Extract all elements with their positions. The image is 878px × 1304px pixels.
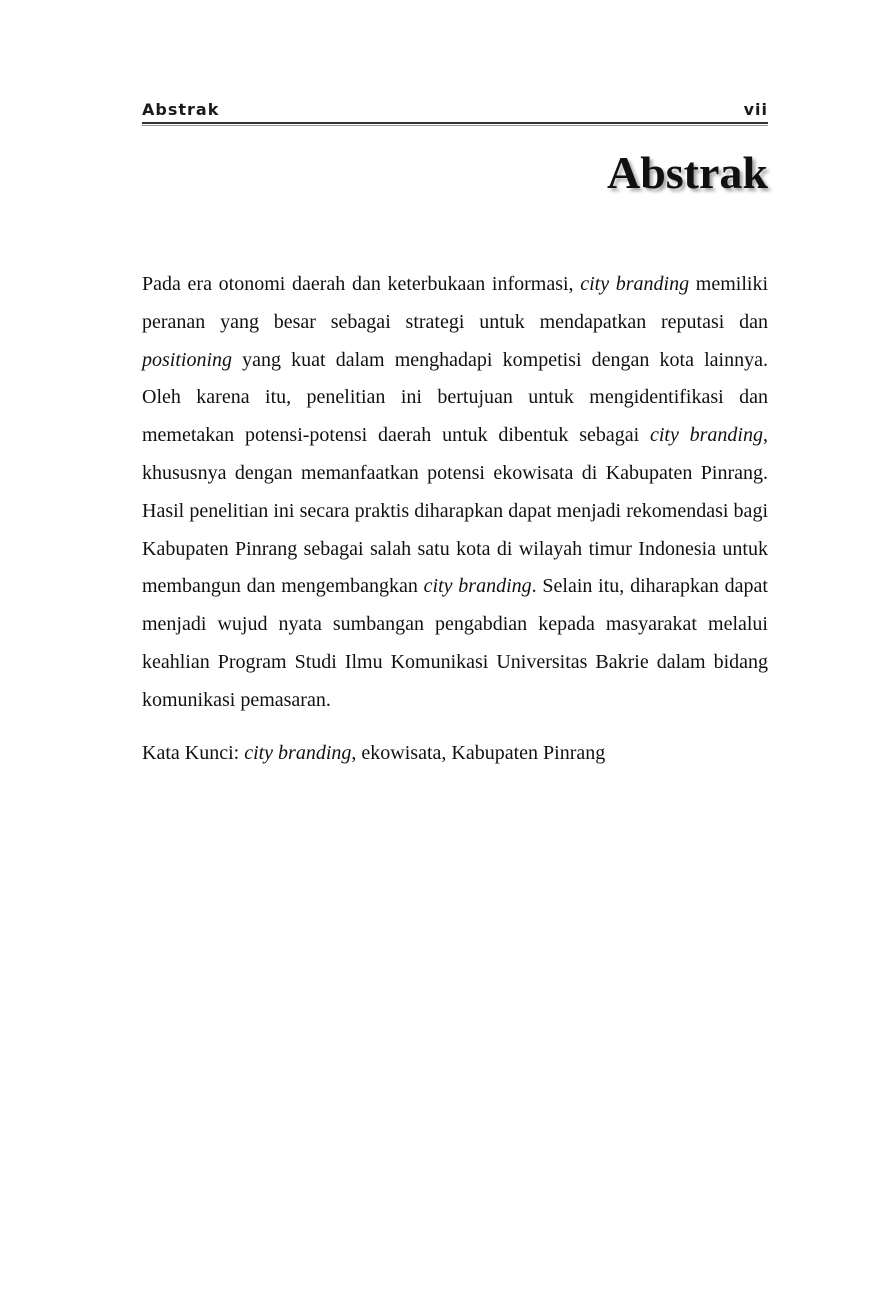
abstract-term: city branding	[423, 575, 532, 598]
keywords-label: Kata Kunci:	[142, 742, 245, 764]
abstract-term: city branding	[580, 273, 690, 295]
keyword-term: city branding	[244, 742, 352, 764]
abstract-text: memiliki peranan yang besar sebagai strategi untuk mendapatkan reputasi dan	[142, 273, 768, 333]
abstract-text: . Selain itu, diharapkan dapat menjadi wujud nyata sumbangan pengabdian kepada masyarakat melalui keahlian Program Studi Ilmu Komunikasi Universitas Bakrie dalam bidang komunikasi pemasaran.	[142, 575, 768, 711]
running-header	[142, 100, 768, 122]
keywords-line	[142, 735, 768, 773]
abstract-text: Pada era otonomi daerah dan keterbukaan informasi,	[142, 273, 581, 295]
header-rule	[142, 122, 768, 126]
running-header-section: Abstrak	[142, 100, 220, 119]
keywords-list: , ekowisata, Kabupaten Pinrang	[351, 742, 606, 764]
abstract-text: , khususnya dengan memanfaatkan potensi ekowisata di Kabupaten Pinrang. Hasil penelitian ini secara praktis diharapkan dapat menjadi rekomendasi bagi Kabupaten Pinrang sebagai salah satu kota di wilayah timur Indonesia untuk membangun dan mengembangkan	[142, 424, 768, 598]
page-title: Abstrak	[606, 147, 768, 198]
abstract-term: city branding	[649, 424, 763, 447]
page-number: vii	[743, 100, 768, 119]
abstract-text: yang kuat dalam menghadapi kompetisi dengan kota lainnya. Oleh karena itu, penelitian ini bertujuan untuk mengidentifikasi dan memetakan potensi-potensi daerah untuk dibentuk sebagai	[142, 348, 768, 447]
abstract-paragraph	[142, 266, 768, 720]
abstract-term: positioning	[142, 348, 233, 371]
